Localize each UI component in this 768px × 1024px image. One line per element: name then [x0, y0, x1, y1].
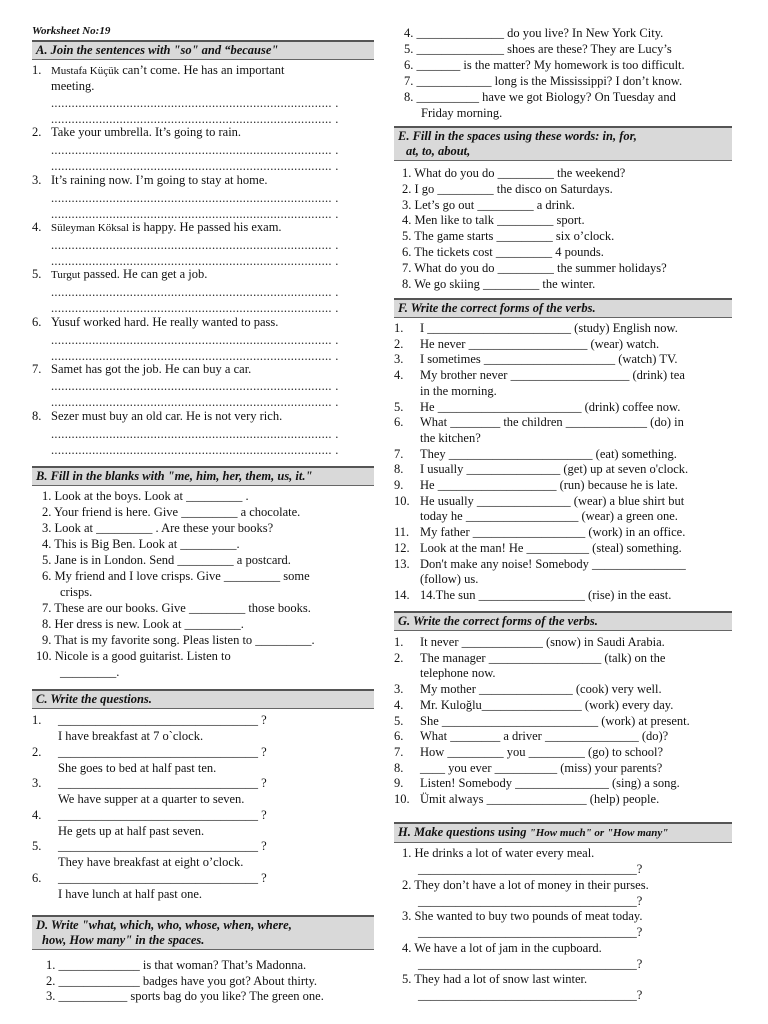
section-h-title-quote: "How much" or "How many" — [529, 827, 669, 839]
d-item: 8. __________ have we got Biology? On Tuesday and — [404, 90, 676, 104]
e-item: 8. We go skiing _________ the winter. — [402, 276, 596, 291]
f-item-number: 5. — [394, 399, 404, 414]
g-item-text: Ümit always ________________ (help) people. — [420, 792, 660, 806]
section-d-title-line2: how, How many" in the spaces. — [42, 933, 205, 947]
e-item: 1. What do you do _________ the weekend? — [402, 166, 626, 180]
answer-dotline: .................................................................................. . — [51, 143, 339, 157]
b-item: 9. That is my favorite song. Pleas listen to _________. — [42, 633, 315, 647]
section-e-title — [394, 126, 732, 161]
c-question-blank: ________________________________ ? — [58, 776, 267, 791]
b-item: 4. This is Big Ben. Look at _________. — [42, 537, 240, 551]
answer-dotline: .................................................................................. . — [51, 238, 339, 252]
b-item: _________. — [60, 665, 120, 679]
d-item: 2. _____________ badges have you got? About thirty. — [46, 974, 318, 988]
answer-dotline: .................................................................................. . — [51, 301, 339, 315]
answer-dotline: .................................................................................. . — [51, 379, 339, 393]
f-item-number: 4. — [394, 368, 404, 383]
g-item-text: ____ you ever __________ (miss) your parents? — [420, 760, 663, 775]
a-item-number: 2. — [32, 125, 42, 139]
section-a-title: A. Join the sentences with "so" and “because" — [32, 40, 374, 60]
d-item: 5. ______________ shoes are these? They are Lucy’s — [404, 42, 672, 56]
f-item-text: Look at the man! He __________ (steal) something. — [420, 540, 682, 555]
e-item: 6. The tickets cost _________ 4 pounds. — [402, 245, 604, 259]
d-item: Friday morning. — [421, 106, 503, 120]
d-item: 7. ____________ long is the Mississippi? I don’t know. — [404, 74, 683, 88]
a-item-number: 7. — [32, 362, 42, 376]
section-c-title: C. Write the questions. — [32, 689, 374, 709]
answer-dotline: .................................................................................. . — [51, 443, 339, 457]
a-item-text — [51, 78, 94, 94]
g-item-text: It never _____________ (snow) in Saudi Arabia. — [420, 635, 665, 649]
answer-dotline: .................................................................................. . — [51, 427, 339, 441]
f-item-text: I usually _______________ (get) up at seven o'clock. — [420, 462, 689, 477]
c-answer: We have supper at a quarter to seven. — [58, 792, 245, 807]
section-d-title-line1: D. Write "what, which, who, whose, when, where, — [36, 918, 292, 932]
h-item: 4. We have a lot of jam in the cupboard. — [402, 940, 602, 955]
answer-dotline: .................................................................................. . — [51, 349, 339, 363]
answer-dotline: .................................................................................. . — [51, 112, 339, 126]
f-item-text: in the morning. — [420, 383, 497, 398]
f-item-text: today he __________________ (wear) a green one. — [420, 509, 678, 524]
answer-dotline: .................................................................................. . — [51, 96, 339, 110]
f-item-number: 12. — [394, 540, 410, 555]
e-item: 7. What do you do _________ the summer holidays? — [402, 260, 667, 275]
d-item: 4. ______________ do you live? In New York City. — [404, 26, 664, 40]
c-item-number: 3. — [32, 776, 42, 791]
g-item-text: How _________ you _________ (go) to school? — [420, 744, 664, 759]
f-item-text: He never ___________________ (wear) watch. — [420, 336, 660, 351]
f-item-number: 3. — [394, 352, 404, 367]
c-answer: He gets up at half past seven. — [58, 823, 205, 838]
f-item-number: 11. — [394, 525, 410, 540]
section-b-title: B. Fill in the blanks with "me, him, her, them, us, it." — [32, 466, 374, 486]
h-answer-blank: ___________________________________? — [418, 956, 643, 971]
f-item-text: He usually _______________ (wear) a blue shirt but — [420, 493, 685, 508]
f-item-text: He _______________________ (drink) coffee now. — [420, 399, 681, 414]
a-item-name: Mustafa Küçük — [51, 65, 120, 77]
a-item-sentence: is happy. He passed his exam. — [128, 220, 282, 234]
f-item-text: He ___________________ (run) because he is late. — [420, 478, 678, 492]
a-item-number: 4. — [32, 220, 42, 234]
worksheet-title: Worksheet No:19 — [32, 25, 111, 37]
c-answer: She goes to bed at half past ten. — [58, 760, 217, 775]
section-h-title-pre: H. Make questions using — [398, 825, 530, 839]
h-answer-blank: ___________________________________? — [418, 925, 643, 940]
f-item-text: My father __________________ (work) in an office. — [420, 525, 686, 540]
d-item: 6. _______ is the matter? My homework is too difficult. — [404, 58, 685, 72]
c-answer: They have breakfast at eight o’clock. — [58, 855, 244, 870]
a-item-sentence: Take your umbrella. It’s going to rain. — [51, 125, 242, 139]
f-item-number: 10. — [394, 493, 410, 508]
g-item-text: telephone now. — [420, 666, 496, 681]
g-item-number: 3. — [394, 682, 404, 697]
b-item: 2. Your friend is here. Give _________ a chocolate. — [42, 505, 301, 519]
section-e-title-line1: E. Fill in the spaces using these words: in, for, — [398, 129, 637, 143]
answer-dotline: .................................................................................. . — [51, 395, 339, 409]
h-item: 5. They had a lot of snow last winter. — [402, 972, 588, 987]
h-answer-blank: ___________________________________? — [418, 862, 643, 876]
f-item-number: 1. — [394, 321, 404, 335]
answer-dotline: .................................................................................. . — [51, 254, 339, 268]
c-item-number: 4. — [32, 807, 42, 822]
section-h-title — [394, 822, 732, 843]
e-item: 2. I go _________ the disco on Saturdays. — [402, 181, 613, 196]
answer-dotline: .................................................................................. . — [51, 333, 339, 347]
f-item-text: (follow) us. — [420, 572, 479, 587]
b-item: 1. Look at the boys. Look at _________ . — [42, 489, 249, 503]
b-item: 8. Her dress is new. Look at _________. — [42, 617, 244, 631]
answer-dotline: .................................................................................. . — [51, 191, 339, 205]
a-item-sentence: meeting. — [51, 79, 95, 93]
g-item-text: She _________________________ (work) at present. — [420, 713, 690, 728]
g-item-number: 7. — [394, 744, 404, 759]
f-item-number: 9. — [394, 478, 404, 492]
section-d-title — [32, 915, 374, 950]
e-item: 3. Let’s go out _________ a drink. — [402, 197, 575, 212]
a-item-sentence: Samet has got the job. He can buy a car. — [51, 362, 252, 376]
h-answer-blank: ___________________________________? — [418, 893, 643, 908]
d-item: 3. ___________ sports bag do you like? The green one. — [46, 989, 324, 1003]
g-item-number: 8. — [394, 760, 404, 775]
section-f-title: F. Write the correct forms of the verbs. — [394, 298, 732, 318]
f-item-number: 14. — [394, 587, 410, 602]
answer-dotline: .................................................................................. . — [51, 159, 339, 173]
f-item-text: 14.The sun _________________ (rise) in the east. — [420, 587, 672, 602]
a-item-sentence: passed. He can get a job. — [80, 267, 208, 281]
answer-dotline: .................................................................................. . — [51, 285, 339, 299]
f-item-text: I _______________________ (study) English now. — [420, 321, 678, 335]
c-question-blank: ________________________________ ? — [58, 807, 267, 822]
a-item-text — [51, 408, 282, 424]
g-item-text: What ________ a driver _______________ (do)? — [420, 729, 669, 744]
g-item-number: 5. — [394, 713, 404, 728]
b-item: 7. These are our books. Give _________ those books. — [42, 601, 311, 615]
g-item-text: Mr. Kuloğlu________________ (work) every day. — [420, 697, 674, 712]
h-item: 1. He drinks a lot of water every meal. — [402, 846, 595, 860]
a-item-sentence: Sezer must buy an old car. He is not very rich. — [51, 409, 283, 423]
a-item-text — [51, 172, 268, 188]
a-item-number: 1. — [32, 63, 42, 77]
g-item-number: 6. — [394, 729, 404, 744]
c-item-number: 1. — [32, 713, 42, 727]
a-item-sentence: Yusuf worked hard. He really wanted to pass. — [51, 315, 279, 329]
c-item-number: 2. — [32, 744, 42, 759]
e-item: 5. The game starts _________ six o’clock. — [402, 229, 615, 244]
c-answer: I have breakfast at 7 o`clock. — [58, 729, 204, 743]
section-e-title-line2: at, to, about, — [406, 144, 471, 158]
c-answer: I have lunch at half past one. — [58, 887, 203, 901]
c-question-blank: ________________________________ ? — [58, 744, 267, 759]
g-item-text: Listen! Somebody _______________ (sing) a song. — [420, 776, 680, 791]
section-g-title: G. Write the correct forms of the verbs. — [394, 611, 732, 631]
f-item-text: the kitchen? — [420, 430, 481, 445]
a-item-sentence: can’t come. He has an important — [119, 63, 285, 77]
g-item-text: The manager __________________ (talk) on the — [420, 650, 666, 665]
a-item-number: 3. — [32, 173, 42, 187]
a-item-text — [51, 62, 284, 79]
c-question-blank: ________________________________ ? — [58, 871, 267, 885]
g-item-number: 2. — [394, 650, 404, 665]
e-item: 4. Men like to talk _________ sport. — [402, 213, 585, 228]
f-item-text: They _______________________ (eat) something. — [420, 446, 677, 461]
f-item-text: Don't make any noise! Somebody _______________ — [420, 556, 686, 571]
f-item-number: 13. — [394, 556, 410, 571]
a-item-number: 5. — [32, 267, 42, 281]
a-item-text — [51, 314, 278, 330]
f-item-text: What ________ the children _____________ (do) in — [420, 415, 684, 430]
g-item-number: 9. — [394, 776, 404, 791]
f-item-number: 6. — [394, 415, 404, 430]
a-item-number: 6. — [32, 315, 42, 329]
g-item-number: 4. — [394, 697, 404, 712]
b-item: crisps. — [60, 585, 93, 599]
b-item: 3. Look at _________ . Are these your books? — [42, 521, 274, 535]
f-item-text: I sometimes _____________________ (watch) TV. — [420, 352, 678, 367]
g-item-number: 10. — [394, 792, 410, 806]
a-item-name: Turgut — [51, 269, 81, 281]
c-question-blank: ________________________________ ? — [58, 839, 267, 854]
g-item-number: 1. — [394, 635, 404, 649]
a-item-name: Süleyman Köksal — [51, 222, 129, 234]
h-item: 3. She wanted to buy two pounds of meat today. — [402, 909, 643, 924]
b-item: 10. Nicole is a good guitarist. Listen to — [36, 649, 231, 663]
a-item-number: 8. — [32, 409, 42, 423]
a-item-sentence: It’s raining now. I’m going to stay at home. — [51, 173, 268, 187]
c-item-number: 6. — [32, 871, 42, 885]
c-question-blank: ________________________________ ? — [58, 713, 267, 727]
d-item: 1. _____________ is that woman? That’s Madonna. — [46, 958, 307, 972]
h-item: 2. They don’t have a lot of money in their purses. — [402, 877, 649, 892]
f-item-number: 8. — [394, 462, 404, 477]
h-answer-blank: ___________________________________? — [418, 988, 643, 1003]
f-item-number: 2. — [394, 336, 404, 351]
g-item-text: My mother _______________ (cook) very well. — [420, 682, 662, 697]
answer-dotline: .................................................................................. . — [51, 207, 339, 221]
f-item-number: 7. — [394, 446, 404, 461]
b-item: 5. Jane is in London. Send _________ a postcard. — [42, 553, 291, 567]
b-item: 6. My friend and I love crisps. Give _________ some — [42, 569, 310, 583]
f-item-text: My brother never ___________________ (drink) tea — [420, 368, 685, 383]
c-item-number: 5. — [32, 839, 42, 854]
